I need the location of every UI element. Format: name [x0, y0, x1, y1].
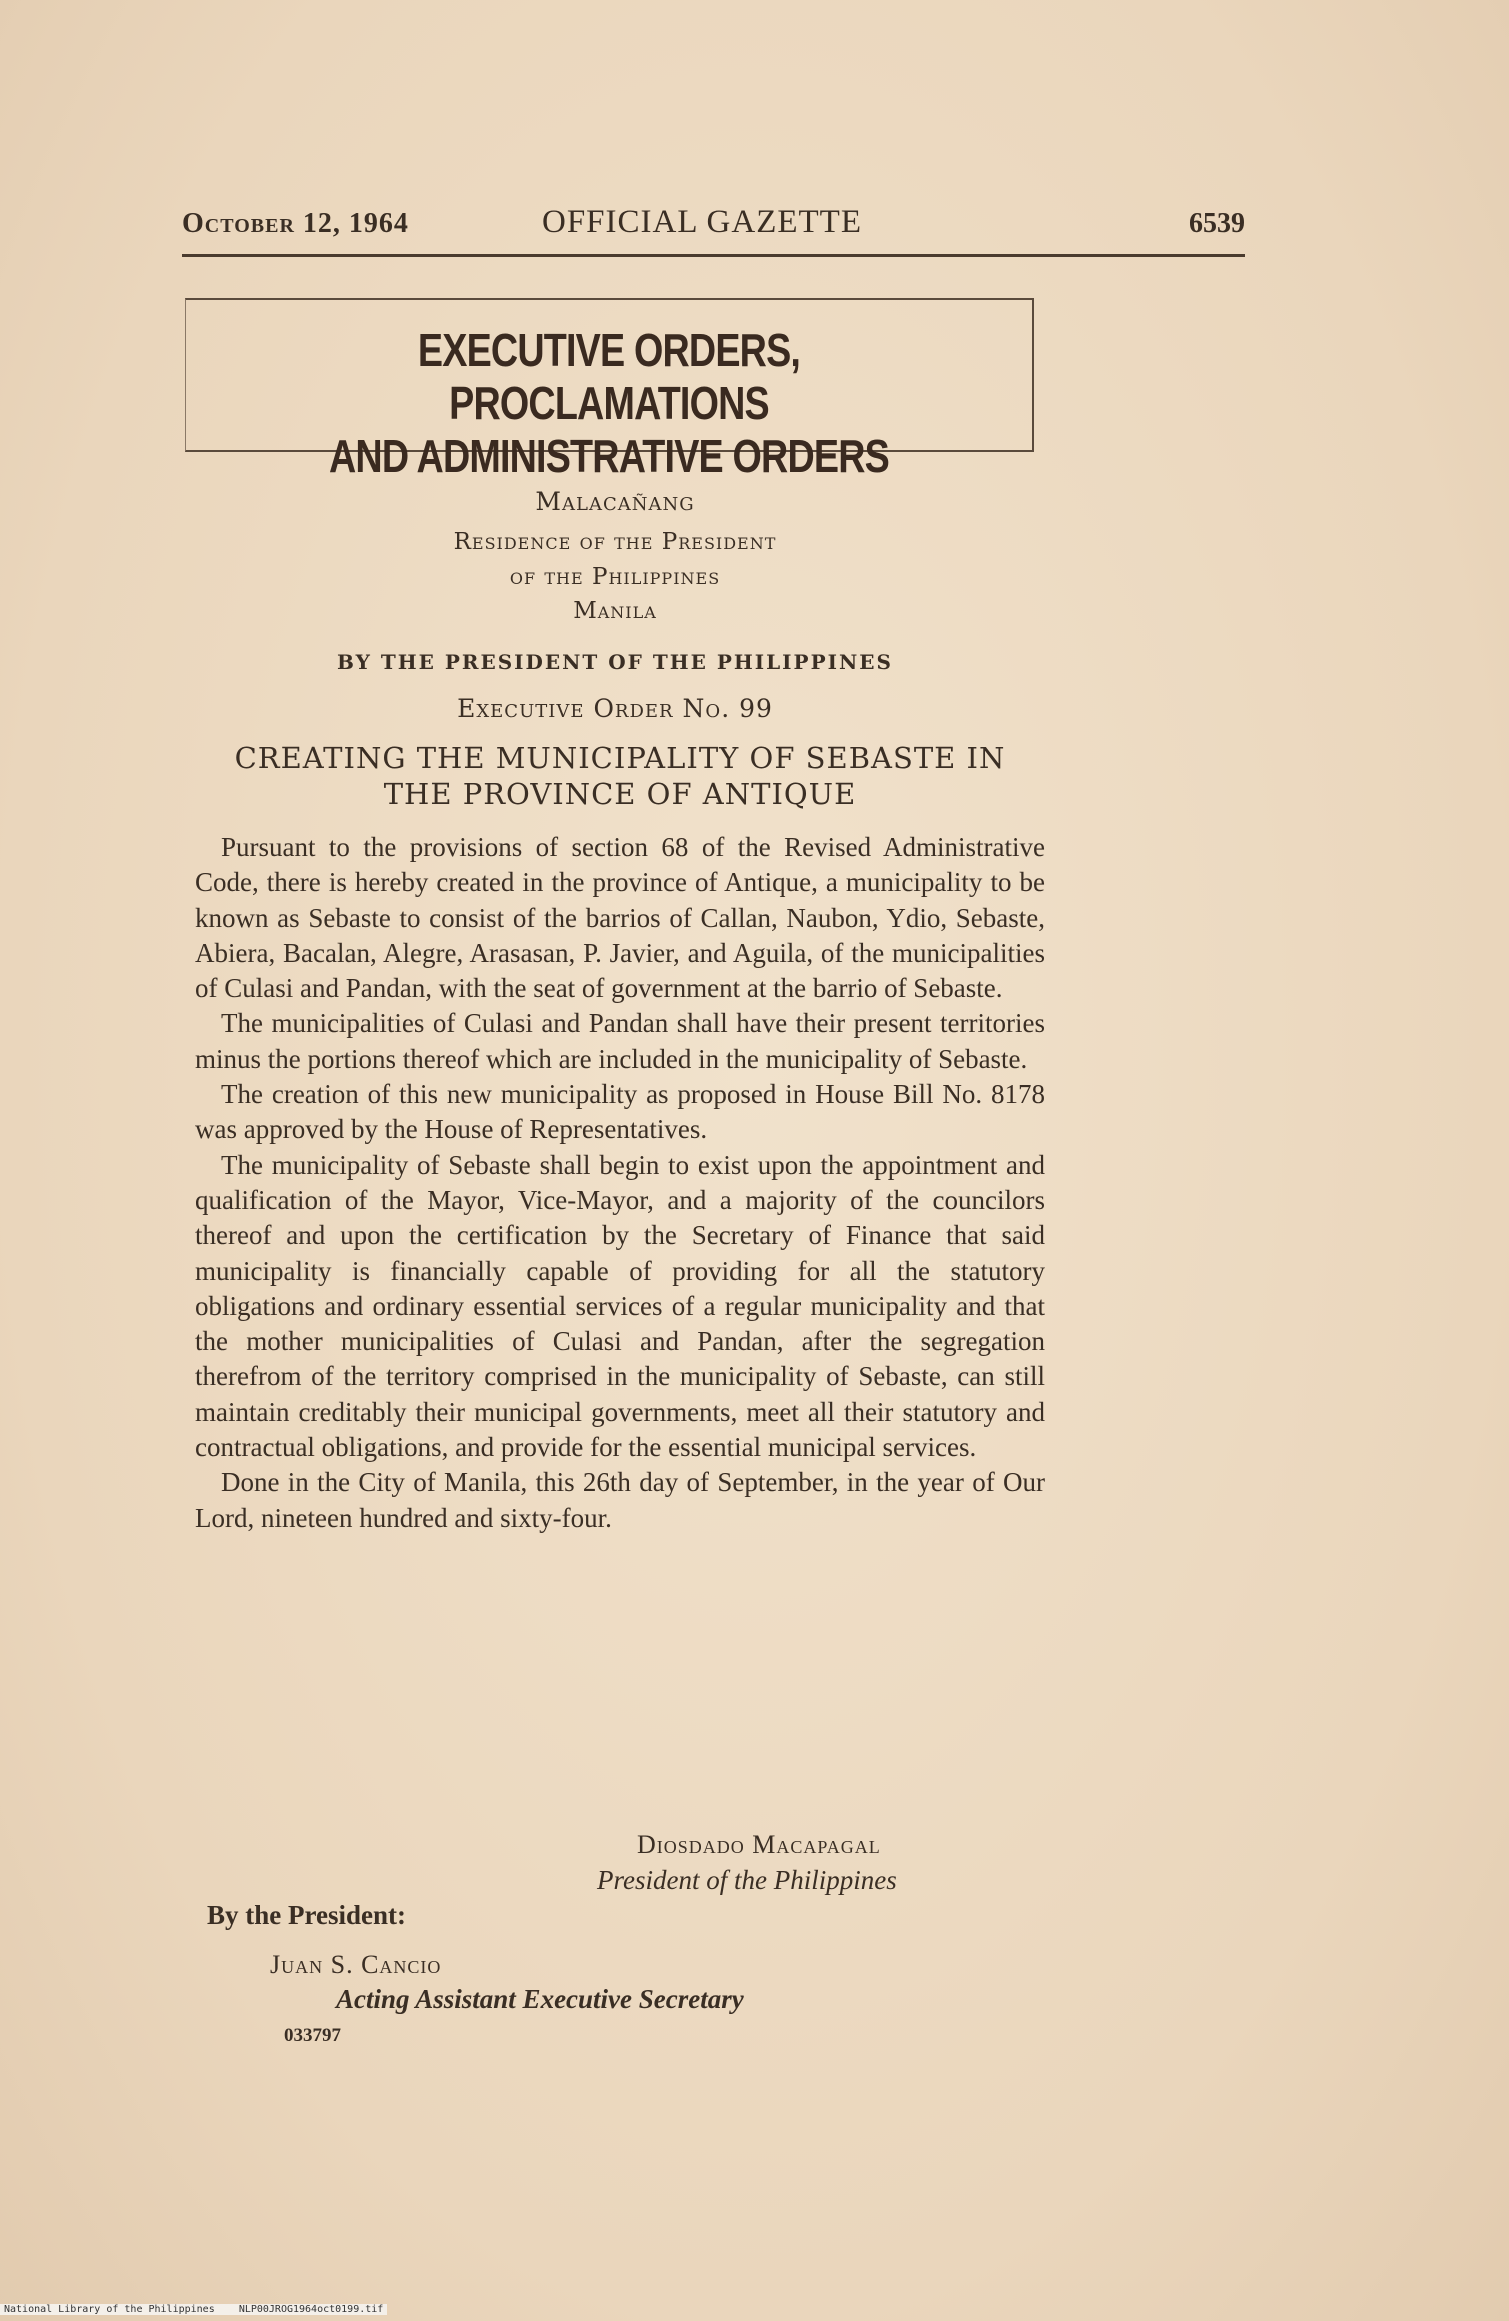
- order-title-line-1: CREATING THE MUNICIPALITY OF SEBASTE IN: [234, 741, 1006, 775]
- section-title-line-2: AND ADMINISTRATIVE ORDERS: [329, 430, 889, 482]
- header-rule: [182, 254, 1245, 257]
- place-name: Malacañang: [535, 487, 695, 516]
- paragraph: The creation of this new municipality as proposed in House Bill No. 8178 was approved by the House of Representatives.: [195, 1079, 1045, 1145]
- paragraph: The municipality of Sebaste shall begin to exist upon the appointment and qualification of the Mayor, Vice-Mayor, and a majority of the councilors thereof and upon the certification by the Secretary of Finance that said municipality is financially capable of providing for all the statutory obligations and ordinary essential services of a regular municipality and that the mother municipalities of Culasi and Pandan, after the segregation therefrom of the territory comprised in the municipality of Sebaste, can still maintain creditably their municipal governments, meet all their statutory and contractual obligations, and provide for the essential municipal services.: [195, 1149, 1045, 1463]
- residence-line-1: Residence of the President: [453, 529, 777, 555]
- paragraph: Pursuant to the provisions of section 68 of the Revised Administrative Code, there is hereby created in the province of Antique, a municipality to be known as Sebaste to consist of the barrios of Callan, Naubon, Ydio, Sebaste, Abiera, Bacalan, Alegre, Arasasan, P. Javier, and Aguila, of the municipalities of Culasi and Pandan, with the seat of government at the barrio of Sebaste.: [195, 832, 1045, 1004]
- publication-title: OFFICIAL GAZETTE: [542, 204, 862, 240]
- by-the-president-line: BY THE PRESIDENT OF THE PHILIPPINES: [337, 650, 893, 674]
- section-title: [262, 324, 956, 483]
- city-name: Manila: [573, 598, 657, 624]
- order-number: Executive Order No. 99: [457, 694, 773, 723]
- scan-footer: [0, 2304, 387, 2315]
- residence-line-2: of the Philippines: [509, 564, 721, 590]
- secretary-title: Acting Assistant Executive Secretary: [336, 1984, 744, 2014]
- paragraph: The municipalities of Culasi and Pandan shall have their present territories minus the portions thereof which are included in the municipality of Sebaste.: [195, 1008, 1045, 1074]
- page-header: [182, 204, 1245, 248]
- header-date: October 12, 1964: [182, 208, 409, 239]
- document-code: 033797: [284, 2025, 341, 2046]
- by-the-president-label: By the President:: [207, 1900, 406, 1930]
- page-number: 6539: [1189, 208, 1245, 239]
- footer-library: National Library of the Philippines: [4, 2304, 215, 2315]
- footer-filename: NLP00JROG1964oct0199.tif: [238, 2304, 384, 2315]
- president-name: Diosdado Macapagal: [637, 1830, 881, 1859]
- section-title-box: [185, 298, 1034, 482]
- secretary-name: Juan S. Cancio: [270, 1950, 442, 1979]
- paragraph: Done in the City of Manila, this 26th day of September, in the year of Our Lord, nineteen hundred and sixty-four.: [195, 1467, 1045, 1533]
- order-body: [195, 830, 1045, 1536]
- order-title-line-2: THE PROVINCE OF ANTIQUE: [383, 777, 857, 811]
- president-title: President of the Philippines: [597, 1865, 897, 1895]
- section-title-line-1: EXECUTIVE ORDERS, PROCLAMATIONS: [417, 324, 801, 429]
- order-title: [180, 740, 1060, 812]
- dateline: [190, 480, 1040, 730]
